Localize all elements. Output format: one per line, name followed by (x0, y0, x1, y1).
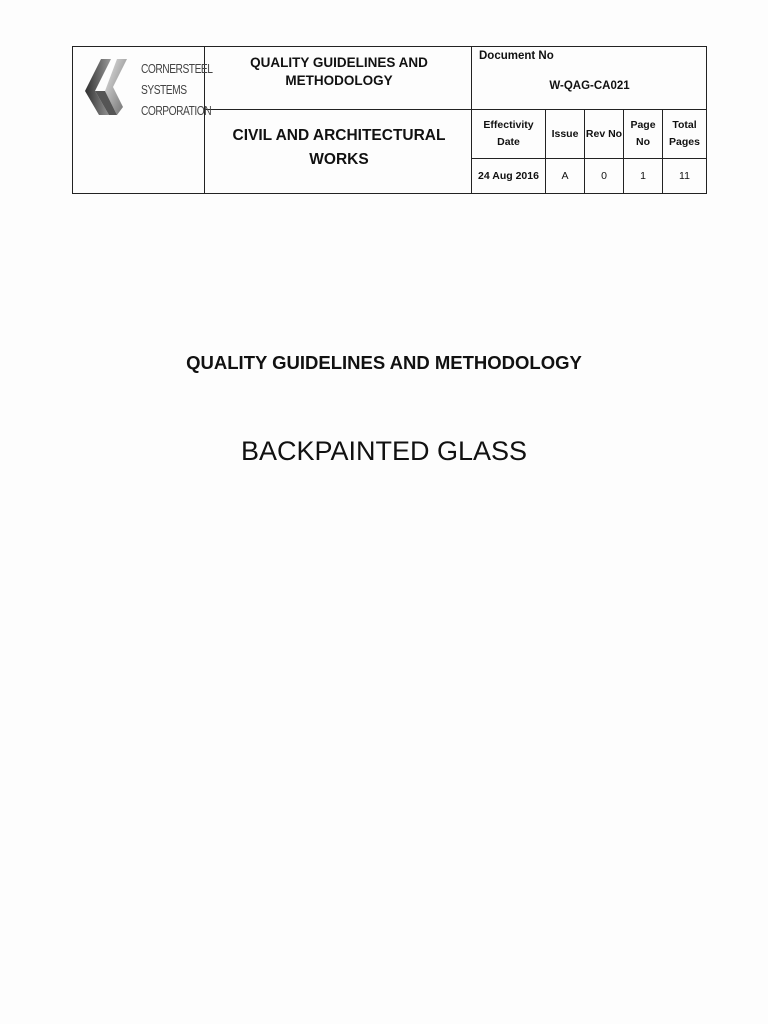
company-name-line: CORPORATION (141, 104, 212, 118)
document-header-table (72, 46, 707, 194)
document-no-label: Document No (479, 50, 554, 62)
issue-header: Issue (551, 127, 579, 140)
effectivity-date-header: Effectivity Date (483, 119, 534, 148)
total-pages-value: 11 (679, 170, 690, 182)
page-no-header: Page No (630, 119, 656, 148)
company-name-line: CORNERSTEEL (141, 62, 213, 76)
document-subject: BACKPAINTED GLASS (240, 436, 528, 466)
rev-no-header: Rev No (585, 127, 623, 140)
company-logo (73, 47, 213, 193)
effectivity-date-value: 24 Aug 2016 (478, 170, 539, 182)
header-title-bottom: CIVIL AND ARCHITECTURAL WORKS (232, 127, 446, 168)
page-no-value: 1 (640, 170, 646, 182)
document-heading: QUALITY GUIDELINES AND METHODOLOGY (186, 352, 582, 373)
total-pages-header: Total Pages (669, 119, 700, 148)
document-no-value: W-QAG-CA021 (549, 80, 630, 92)
header-title-top: QUALITY GUIDELINES AND METHODOLOGY (250, 55, 428, 88)
rev-no-value: 0 (601, 170, 607, 182)
company-name-line: SYSTEMS (141, 83, 187, 97)
company-name (141, 59, 212, 122)
issue-value: A (561, 170, 569, 182)
cornersteel-logo-mark-icon (83, 57, 131, 119)
